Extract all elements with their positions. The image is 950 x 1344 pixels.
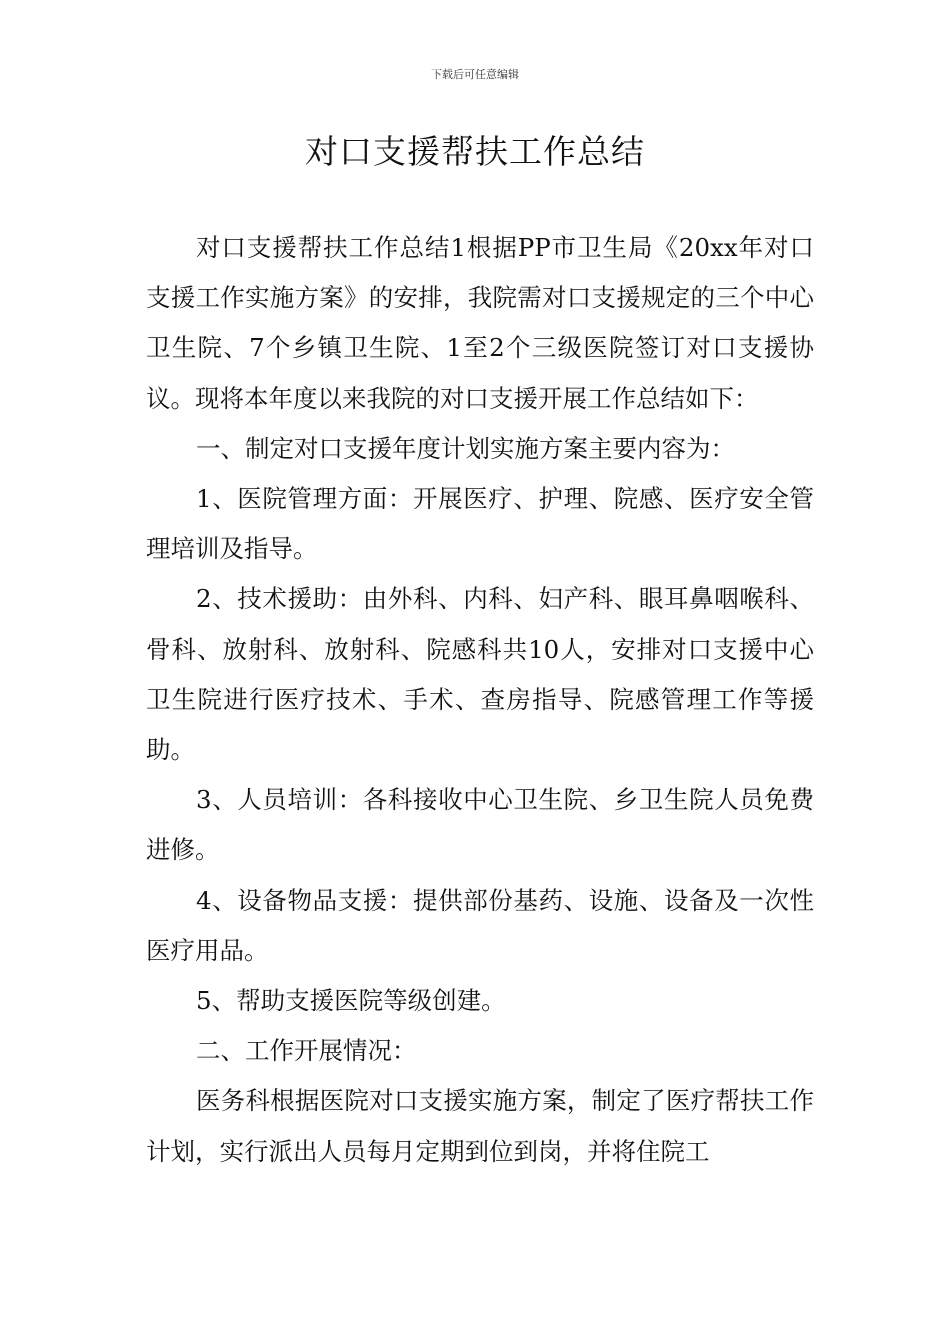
paragraph-item-2: 2、技术援助：由外科、内科、妇产科、眼耳鼻咽喉科、骨科、放射科、放射科、院感科共10人，安排对口支援中心卫生院进行医疗技术、手术、查房指导、院感管理工作等援助。: [146, 584, 814, 765]
header-note: 下载后可任意编辑: [431, 68, 519, 81]
paragraph-item-1: 1、医院管理方面：开展医疗、护理、院感、医疗安全管理培训及指导。: [146, 484, 814, 564]
paragraph-section-1-heading: 一、制定对口支援年度计划实施方案主要内容为：: [196, 433, 735, 463]
paragraph-item-5: 5、帮助支援医院等级创建。: [196, 986, 506, 1016]
paragraph-section-2-body: 医务科根据医院对口支援实施方案，制定了医疗帮扶工作计划，实行派出人员每月定期到位到岗，并将住院工: [146, 1086, 814, 1166]
paragraph-intro: 对口支援帮扶工作总结1根据PP市卫生局《20xx年对口支援工作实施方案》的安排，我院需对口支援规定的三个中心卫生院、7个乡镇卫生院、1至2个三级医院签订对口支援协议。现将本年度以来我院的对口支援开展工作总结如下：: [146, 233, 814, 413]
document-title: 对口支援帮扶工作总结: [305, 132, 645, 171]
paragraph-item-4: 4、设备物品支援：提供部份基药、设施、设备及一次性医疗用品。: [146, 885, 814, 965]
document-body: [146, 223, 814, 1177]
paragraph-item-3: 3、人员培训：各科接收中心卫生院、乡卫生院人员免费进修。: [146, 785, 814, 865]
paragraph-section-2-heading: 二、工作开展情况：: [196, 1036, 417, 1066]
